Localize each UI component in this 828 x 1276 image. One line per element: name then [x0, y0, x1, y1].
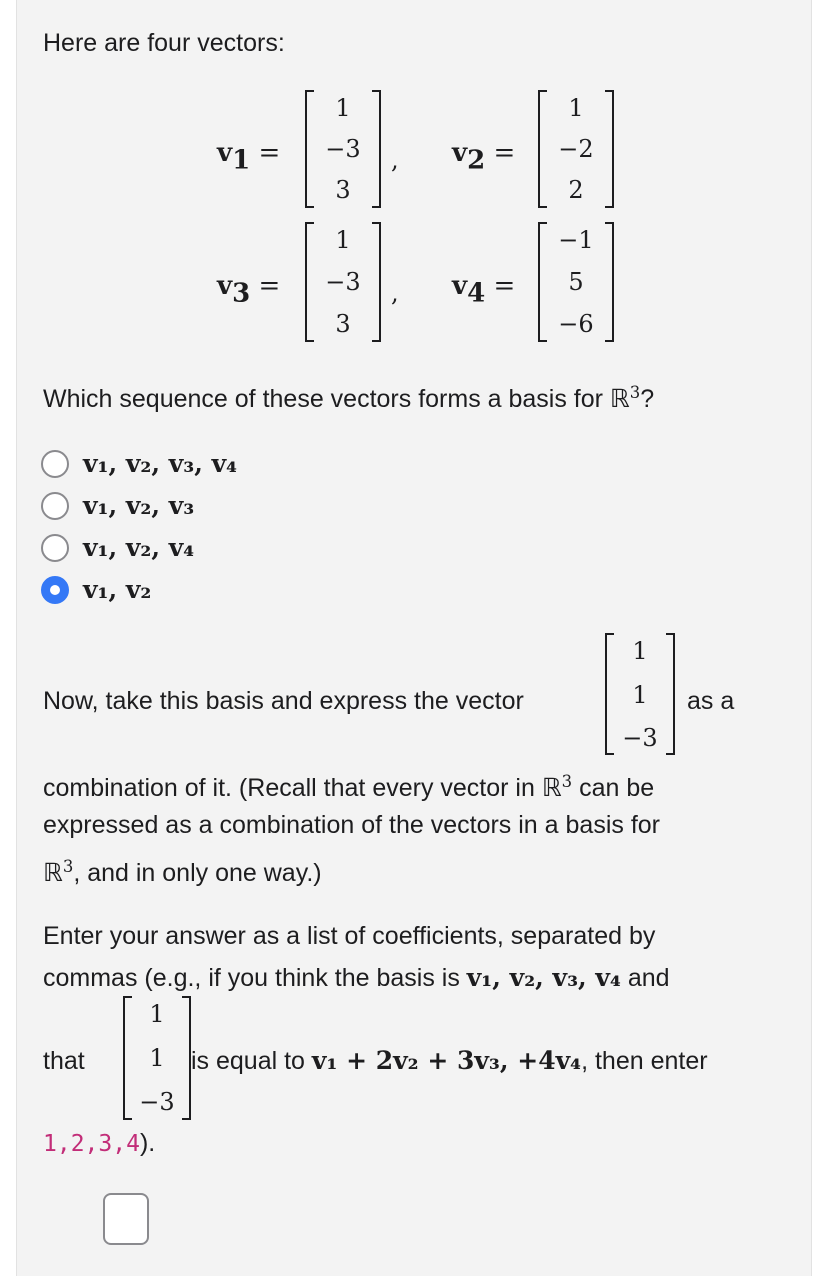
- recall-text: expressed as a combination of the vectors in a basis for: [43, 811, 660, 839]
- vector-v2-label: v2 =: [452, 138, 516, 176]
- only-one-way-text: ℝ$^3$, and in only one way.): [43, 857, 322, 888]
- vector-v4-matrix: −1 5 −6: [538, 222, 614, 342]
- intro-text: Here are four vectors:: [43, 29, 285, 57]
- option-v1-v2[interactable]: v₁, v₂: [41, 576, 221, 610]
- option-v1-v2-v3-v4[interactable]: v₁, v₂, v₃, v₄: [41, 450, 301, 484]
- express-vector-text: Now, take this basis and express the vector: [43, 687, 524, 715]
- instructions-line2: commas (e.g., if you think the basis is v₁, v₂, v₃, v₄ and: [43, 963, 670, 992]
- vector-v1-matrix: 1 −3 3: [305, 90, 381, 208]
- vector-v3-matrix: 1 −3 3: [305, 222, 381, 342]
- example-answer-text: 1,2,3,4).: [43, 1129, 156, 1157]
- combination-text: combination of it. (Recall that every vector in ℝ$^3$ can be: [43, 772, 655, 803]
- answer-input[interactable]: [103, 1193, 149, 1245]
- as-a-text: as a: [687, 687, 735, 715]
- instructions-line1: Enter your answer as a list of coefficients, separated by: [43, 922, 656, 950]
- radio-button[interactable]: [41, 492, 69, 520]
- vector-v3-label: v3 =: [217, 271, 281, 309]
- option-v1-v2-v3[interactable]: v₁, v₂, v₃: [41, 492, 261, 526]
- radio-button[interactable]: [41, 450, 69, 478]
- vector-v1-label: v1 =: [217, 138, 281, 176]
- vector-v4-label: v4 =: [452, 271, 516, 309]
- basis-question: Which sequence of these vectors forms a basis for ℝ$^3$?: [43, 383, 655, 414]
- target-vector-matrix: 1 1 −3: [605, 633, 675, 755]
- example-vector-matrix: 1 1 −3: [123, 996, 191, 1120]
- that-text: that: [43, 1047, 85, 1075]
- question-card: Here are four vectors: v1 = 1 −3 3 , v2 = 1 −2 2 v3 = 1 −3 3 , v4 = −1 5 −6 Which sequence of these vectors forms a basis for ℝ$^3$? v₁, v₂, v₃, v₄ v₁, v₂, v₃ v₁, v₂, v₄ v₁, v₂ Now, take this basis and express the vector 1 1 −3 as a combination of it. (Recall that every vector in ℝ$^3$ can be expressed as a combination of the vectors in a basis for ℝ$^3$, and in only one way.) Enter your answer as a list of coefficients, separated by commas (e.g., if you think the basis is v₁, v₂, v₃, v₄ and that 1 1 −3 is equal to v₁ + 2v₂ + 3v₃, +4v₄, then enter 1,2,3,4).: [16, 0, 812, 1276]
- radio-button-selected[interactable]: [41, 576, 69, 604]
- radio-button[interactable]: [41, 534, 69, 562]
- vector-v2-matrix: 1 −2 2: [538, 90, 614, 208]
- option-v1-v2-v4[interactable]: v₁, v₂, v₄: [41, 534, 261, 568]
- equal-expression-text: is equal to v₁ + 2v₂ + 3v₃, +4v₄, then enter: [191, 1046, 708, 1075]
